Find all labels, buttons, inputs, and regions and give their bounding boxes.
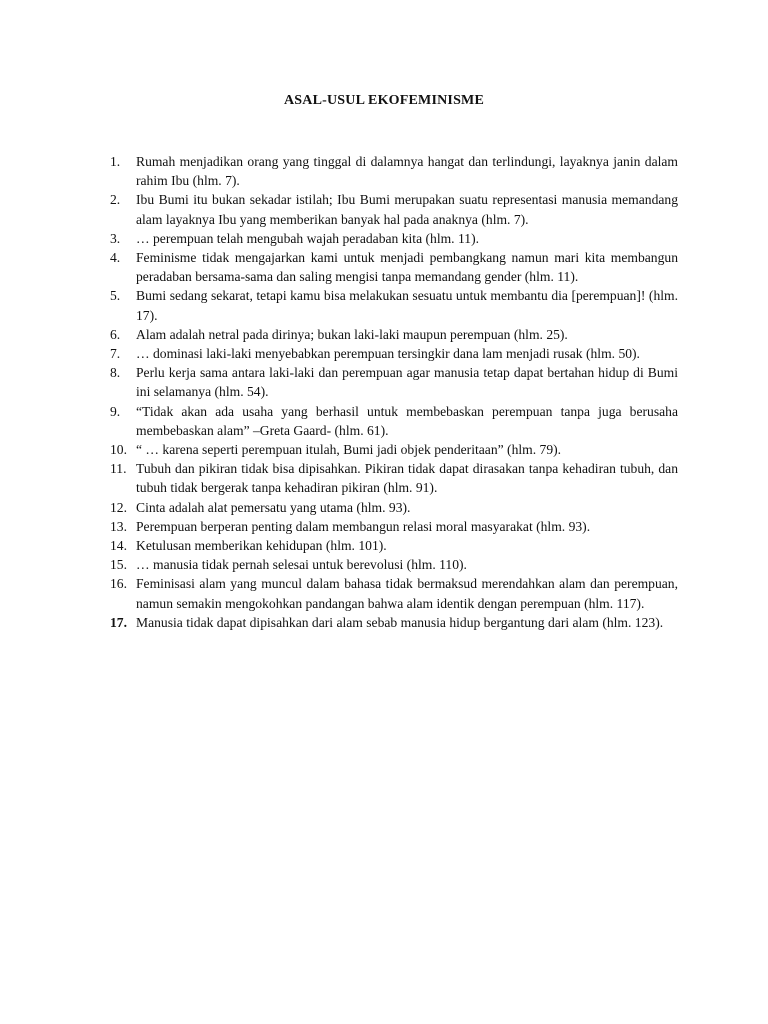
- item-number: 4.: [110, 250, 121, 266]
- item-number: 5.: [110, 288, 121, 304]
- item-number: 3.: [110, 230, 121, 246]
- list-item: [110, 613, 678, 632]
- list-item: [110, 363, 678, 401]
- item-text: Tubuh dan pikiran tidak bisa dipisahkan. Pikiran tidak dapat dirasakan tanpa kehadiran tubuh, dan tubuh tidak bergerak tanpa kehadiran pikiran (hlm. 91).: [136, 461, 678, 496]
- list-item: [110, 344, 678, 363]
- list-item: [110, 286, 678, 324]
- list-item: [110, 402, 678, 440]
- list-item: [110, 536, 678, 555]
- item-number: 2.: [110, 192, 121, 208]
- list-item: [110, 574, 678, 612]
- item-number: 10.: [110, 442, 127, 458]
- item-number: 7.: [110, 346, 121, 362]
- item-text: … dominasi laki-laki menyebabkan perempuan tersingkir dana lam menjadi rusak (hlm. 50).: [136, 346, 640, 362]
- item-text: … manusia tidak pernah selesai untuk berevolusi (hlm. 110).: [136, 557, 467, 573]
- item-text: Feminisasi alam yang muncul dalam bahasa tidak bermaksud merendahkan alam dan perempuan, namun semakin mengokohkan pandangan bahwa alam identik dengan perempuan (hlm. 117).: [136, 576, 678, 611]
- item-text: Ibu Bumi itu bukan sekadar istilah; Ibu Bumi merupakan suatu representasi manusia memandang alam layaknya Ibu yang memberikan banyak hal pada anaknya (hlm. 7).: [136, 192, 678, 227]
- item-number: 6.: [110, 326, 121, 342]
- item-number: 11.: [110, 461, 127, 477]
- list-item: [110, 517, 678, 536]
- list-item: [110, 152, 678, 190]
- item-number: 8.: [110, 365, 121, 381]
- item-number: 1.: [110, 154, 121, 169]
- list-item: [110, 248, 678, 286]
- list-item: [110, 190, 678, 228]
- item-text: Manusia tidak dapat dipisahkan dari alam sebab manusia hidup bergantung dari alam (hlm. 123).: [136, 614, 664, 630]
- item-text: Perlu kerja sama antara laki-laki dan perempuan agar manusia tetap dapat bertahan hidup di Bumi ini selamanya (hlm. 54).: [136, 365, 678, 400]
- quote-list: [110, 152, 678, 632]
- item-text: … perempuan telah mengubah wajah peradaban kita (hlm. 11).: [136, 230, 479, 246]
- item-number: 16.: [110, 576, 127, 592]
- list-item: [110, 440, 678, 459]
- item-text: “Tidak akan ada usaha yang berhasil untuk membebaskan perempuan tanpa juga berusaha membebaskan alam” –Greta Gaard- (hlm. 61).: [136, 403, 678, 438]
- item-text: Feminisme tidak mengajarkan kami untuk menjadi pembangkang namun mari kita membangun peradaban bersama-sama dan saling mengisi tanpa memandang gender (hlm. 11).: [136, 250, 678, 285]
- item-number: 9.: [110, 403, 121, 419]
- item-text: Bumi sedang sekarat, tetapi kamu bisa melakukan sesuatu untuk membantu dia [perempuan]! (hlm. 17).: [136, 288, 678, 323]
- item-number: 13.: [110, 518, 127, 534]
- item-text: Ketulusan memberikan kehidupan (hlm. 101).: [136, 538, 387, 554]
- list-item: [110, 325, 678, 344]
- item-text: Perempuan berperan penting dalam membangun relasi moral masyarakat (hlm. 93).: [136, 518, 591, 534]
- item-text: Rumah menjadikan orang yang tinggal di dalamnya hangat dan terlindungi, layaknya janin dalam rahim Ibu (hlm. 7).: [136, 154, 678, 189]
- list-item: [110, 498, 678, 517]
- item-number: 12.: [110, 499, 127, 515]
- item-number: 15.: [110, 557, 127, 573]
- list-item: [110, 229, 678, 248]
- item-number: 14.: [110, 538, 127, 554]
- list-item: [110, 555, 678, 574]
- item-text: Cinta adalah alat pemersatu yang utama (hlm. 93).: [136, 499, 411, 515]
- item-text: Alam adalah netral pada dirinya; bukan laki-laki maupun perempuan (hlm. 25).: [136, 326, 568, 342]
- list-item: [110, 459, 678, 497]
- item-text: “ … karena seperti perempuan itulah, Bumi jadi objek penderitaan” (hlm. 79).: [136, 442, 562, 458]
- item-number: 17.: [110, 614, 127, 630]
- document-title: ASAL-USUL EKOFEMINISME: [283, 93, 485, 108]
